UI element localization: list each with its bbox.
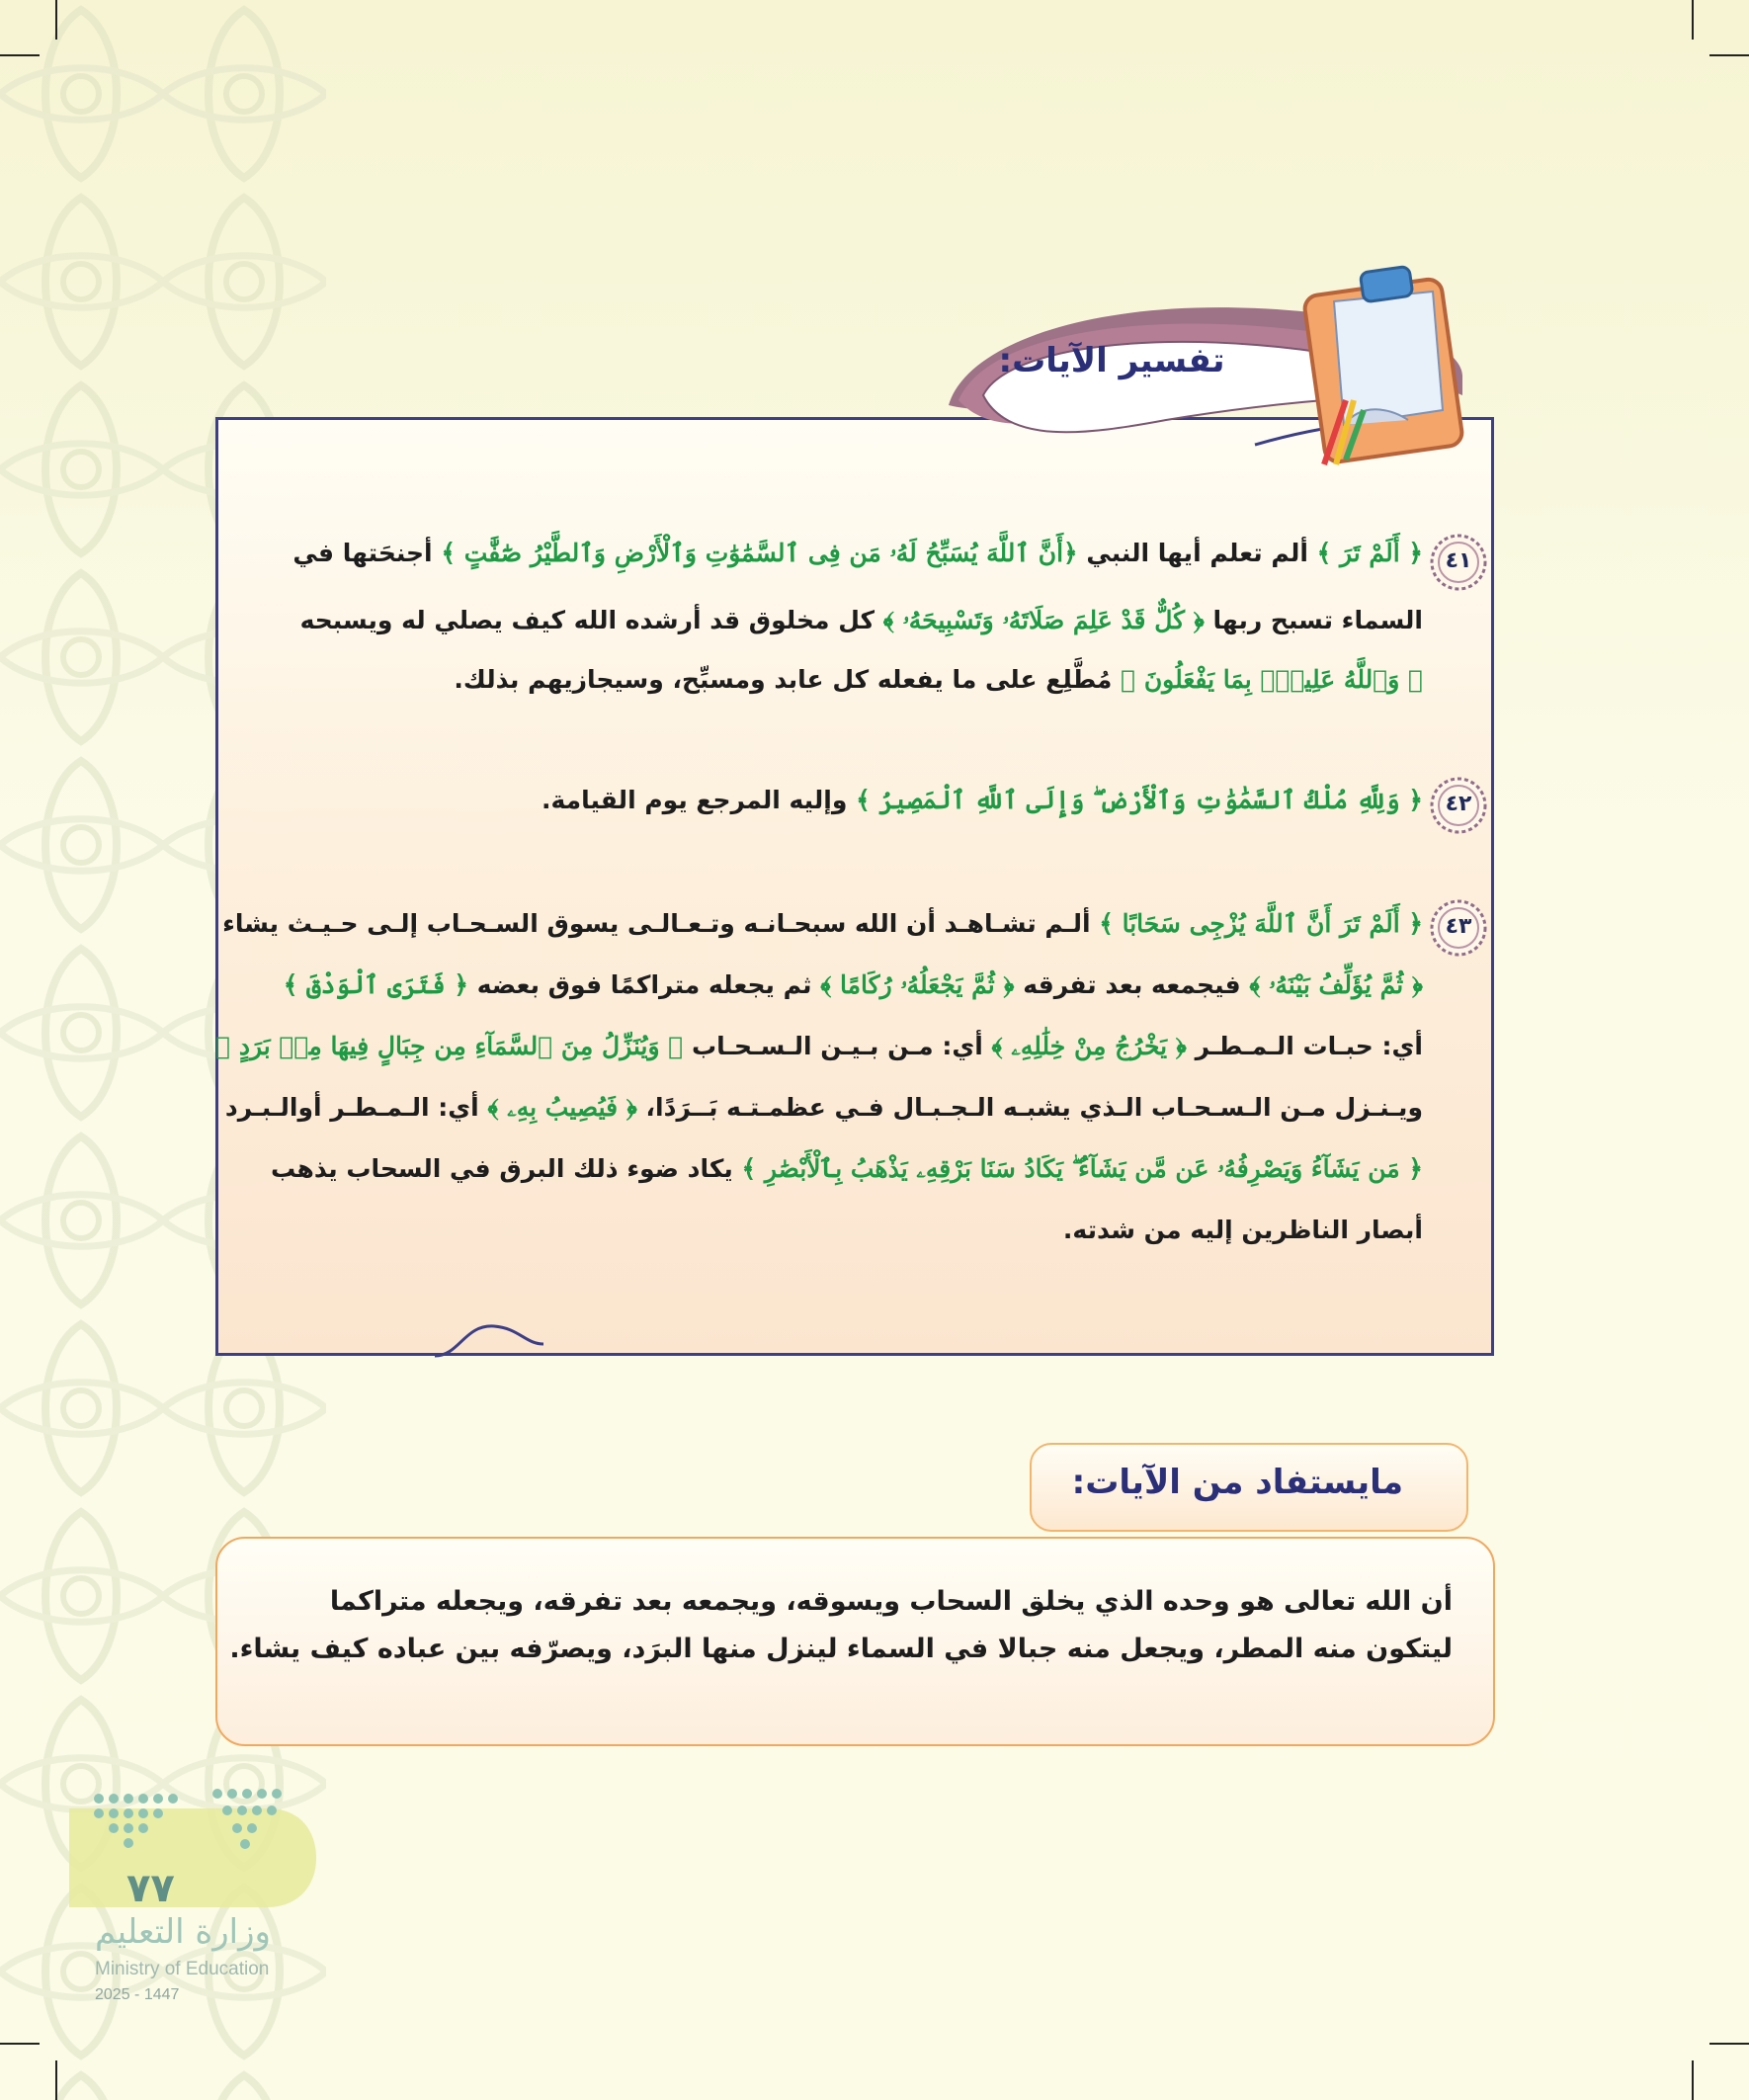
explanation-text: أي: مـن بـيـن الـسـحـاب <box>683 1032 992 1060</box>
text-line <box>541 786 1423 815</box>
ministry-logo-icon <box>69 1779 366 1986</box>
quran-quote: ﴿ فَيُصِيبُ بِهِۦ ﴾ <box>487 1093 637 1122</box>
quran-quote: ﴿ ثُمَّ يُؤَلِّفُ بَيْنَهُۥ ﴾ <box>1249 970 1423 999</box>
crop-mark <box>0 54 40 56</box>
explanation-text: السماء تسبح ربها <box>1204 606 1423 634</box>
verse-41-explanation <box>237 539 1423 736</box>
verse-number-43: ٤٣ <box>1445 914 1472 939</box>
quran-quote: ﴿أَنَّ ٱللَّهَ يُسَبِّحُ لَهُۥ مَن فِى ٱلسَّمَٰوَٰتِ وَٱلْأَرْضِ وَٱلطَّيْرُ صَٰٓفَّٰتٍ ﴾ <box>441 539 1078 567</box>
ministry-name-arabic: وزارة التعليم <box>95 1912 271 1952</box>
explanation-text: مُطَّلِع على ما يفعله كل عابد ومسبِّح، وسيجازيهم بذلك. <box>454 665 1122 694</box>
crop-mark <box>55 0 57 40</box>
crop-mark <box>1692 2060 1694 2100</box>
explanation-text: أي: حبـات الـمـطـر <box>1186 1032 1423 1060</box>
edition-year: 2025 - 1447 <box>95 1986 180 2003</box>
explanation-text: أي: الـمـطـر أوالـبـرد <box>224 1093 488 1122</box>
crop-mark <box>55 2060 57 2100</box>
text-line <box>1063 1216 1423 1244</box>
text-line <box>271 1154 1423 1184</box>
text-line <box>454 665 1423 694</box>
page-number: ٧٧ <box>126 1866 175 1911</box>
crop-mark <box>1709 54 1749 56</box>
text-line <box>292 539 1423 568</box>
explanation-text: ثم يجعله متراكمًا فوق بعضه <box>467 970 821 999</box>
verse-43-explanation <box>215 909 1423 1265</box>
text-line <box>284 970 1423 1000</box>
explanation-text: وإليه المرجع يوم القيامة. <box>541 786 857 814</box>
explanation-text: يكاد ضوء ذلك البرق في السحاب يذهب <box>271 1154 742 1183</box>
benefit-text-line: ليتكون منه المطر، ويجعل منه جبالا في السماء لينزل منها البرَد، ويصرّفه بين عباده كيف يشاء. <box>229 1634 1453 1664</box>
quran-quote: ﴿ مَن يَشَآءُ وَيَصْرِفُهُۥ عَن مَّن يَشَآءُ ۖ يَكَادُ سَنَا بَرْقِهِۦ يَذْهَبُ بِٱلْأَبْصَٰرِ ﴾ <box>741 1154 1423 1183</box>
explanation-text: أجنحَتها في <box>292 539 442 567</box>
text-line <box>222 909 1423 938</box>
quran-quote: ﴿ وَٱللَّهُ عَلِيمٌۢ بِمَا يَفْعَلُونَ ﴾ <box>1121 665 1423 694</box>
verse-number-41: ٤١ <box>1445 548 1472 573</box>
explanation-text: أبصار الناظرين إليه من شدته. <box>1062 1216 1423 1244</box>
text-line <box>300 606 1423 635</box>
quran-quote: ﴿ أَلَمْ تَرَ ﴾ <box>1316 539 1423 567</box>
explanation-text: فيجمعه بعد تفرقه <box>1014 970 1250 999</box>
tafsir-title: تفسير الآيات: <box>998 341 1225 380</box>
text-line <box>215 1032 1423 1061</box>
benefit-text-line: أن الله تعالى هو وحده الذي يخلق السحاب ويسوقه، ويجمعه بعد تفرقه، ويجعله متراكما <box>329 1586 1453 1617</box>
quran-quote: ﴿ وَلِلَّهِ مُلْكُ ٱلسَّمَٰوَٰتِ وَٱلْأَرْضِ ۖ وَإِلَى ٱللَّهِ ٱلْمَصِيرُ ﴾ <box>856 786 1423 814</box>
crop-mark <box>1692 0 1694 40</box>
quran-quote: ﴿ ثُمَّ يَجْعَلُهُۥ رُكَامًا ﴾ <box>820 970 1015 999</box>
explanation-text: ويـنـزل مـن الـسـحـاب الـذي يشبـه الـجـبـال فـي عظمـتـه بَــرَدًا، <box>636 1093 1423 1122</box>
crop-mark <box>1709 2043 1749 2045</box>
verse-number-42: ٤٢ <box>1445 792 1472 816</box>
explanation-text: ألم تعلم أيها النبي <box>1077 539 1317 567</box>
quran-quote: ﴿ وَيُنَزِّلُ مِنَ ٱلسَّمَآءِ مِن جِبَالٍ فِيهَا مِنۢ بَرَدٍ ﴾ <box>215 1032 684 1060</box>
quran-quote: ﴿ أَلَمْ تَرَ أَنَّ ٱللَّهَ يُزْجِى سَحَابًا ﴾ <box>1099 909 1423 938</box>
explanation-text: كل مخلوق قد أرشده الله كيف يصلي له ويسبحه <box>299 606 883 634</box>
crop-mark <box>0 2043 40 2045</box>
text-line <box>225 1093 1423 1123</box>
box-wave-decoration <box>435 1314 543 1364</box>
quran-quote: ﴿ يَخْرُجُ مِنْ خِلَٰلِهِۦ ﴾ <box>991 1032 1187 1060</box>
benefit-title: مايستفاد من الآيات: <box>1071 1463 1403 1502</box>
quran-quote: ﴿ فَتَرَى ٱلْوَدْقَ ﴾ <box>283 970 468 999</box>
clipboard-icon <box>1285 262 1482 469</box>
explanation-text: ألـم تشـاهـد أن الله سبحـانـه وتـعـالـى يسوق السـحـاب إلـى حـيـث يشاء <box>222 909 1100 938</box>
verse-42-explanation <box>237 786 1423 845</box>
quran-quote: ﴿ كُلٌّ قَدْ عَلِمَ صَلَاتَهُۥ وَتَسْبِيحَهُۥ ﴾ <box>882 606 1205 634</box>
ministry-name-english: Ministry of Education <box>95 1959 270 1979</box>
